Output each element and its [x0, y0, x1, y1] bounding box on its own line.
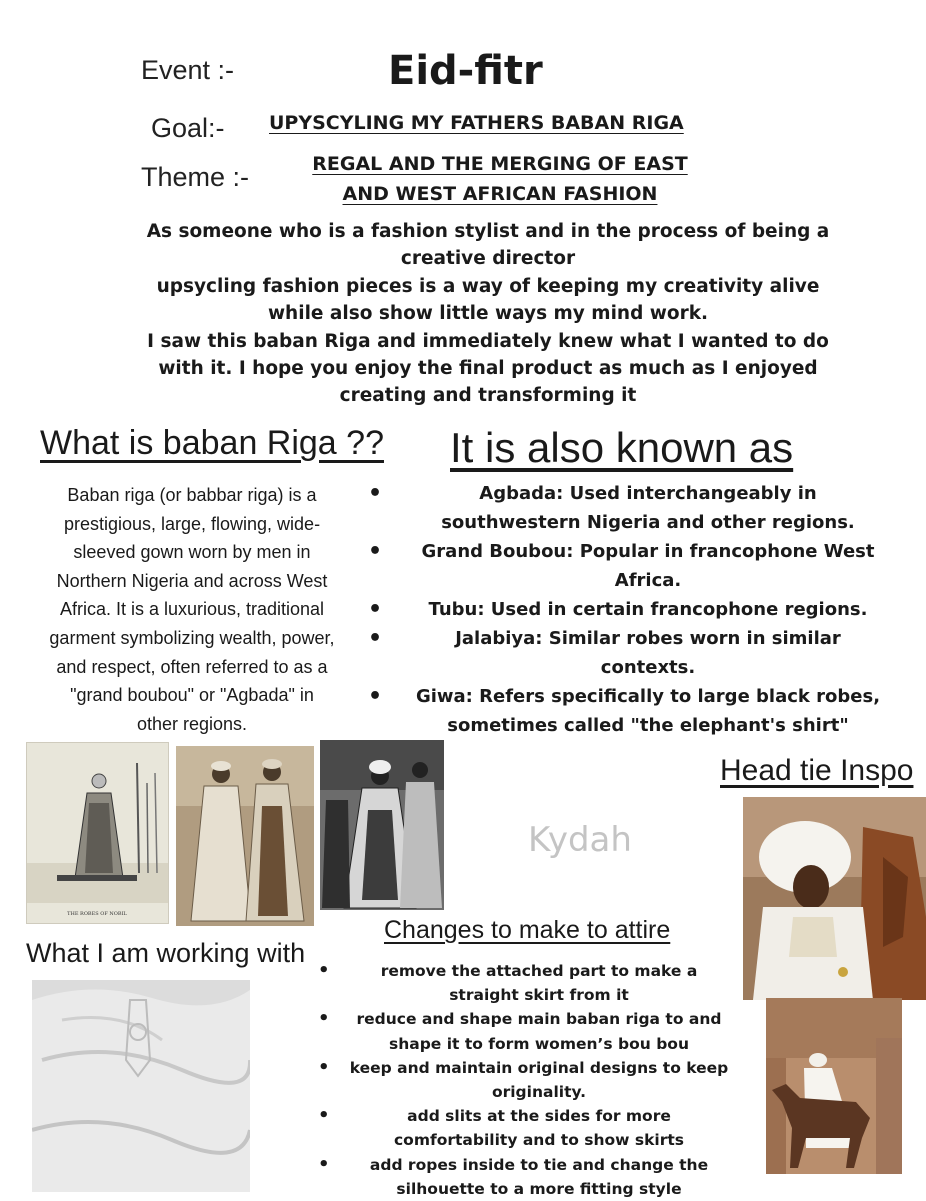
- head-tie-heading: Head tie Inspo: [720, 754, 914, 787]
- also-known-list: [366, 479, 896, 740]
- men-in-robes-illustration: [320, 740, 444, 910]
- theme-line-2: AND WEST AFRICAN FASHION: [342, 183, 658, 205]
- list-item: • Grand Boubou: Popular in francophone West Africa.: [366, 537, 896, 595]
- what-is-description: [12, 481, 372, 738]
- description-line: other regions.: [136, 713, 248, 734]
- description-line: Northern Nigeria and across West: [56, 570, 328, 591]
- historical-photo-1: [26, 742, 169, 924]
- list-item: • reduce and shape main baban riga to and shape it to form women’s bou bou: [318, 1007, 738, 1055]
- description-line: garment symbolizing wealth, power,: [49, 627, 335, 648]
- watermark-text: Kydah: [528, 820, 632, 860]
- historical-photo-2: [176, 746, 314, 926]
- intro-paragraph: [100, 218, 876, 410]
- description-line: sleeved gown worn by men in: [73, 542, 311, 563]
- description-line: Baban riga (or babbar riga) is a: [67, 485, 317, 505]
- intro-line: I saw this baban Riga and immediately knew what I wanted to do: [147, 330, 829, 352]
- description-line: "grand boubou" or "Agbada" in: [70, 685, 314, 706]
- changes-heading: Changes to make to attire: [384, 916, 671, 944]
- list-item: • add ropes inside to tie and change the silhouette to a more fitting style: [318, 1153, 738, 1201]
- goal-label: Goal:-: [151, 113, 225, 143]
- head-tie-photo-2: [766, 998, 902, 1174]
- woman-headtie-horse-illustration: [743, 797, 926, 1000]
- head-tie-photo-1: [743, 797, 926, 1000]
- intro-line: while also show little ways my mind work.: [267, 303, 709, 325]
- what-is-heading: What is baban Riga ??: [40, 424, 384, 462]
- description-line: and respect, often referred to as a: [56, 656, 328, 677]
- list-item: • remove the attached part to make a straight skirt from it: [318, 959, 738, 1007]
- working-with-photo: [32, 980, 250, 1192]
- goal-value: UPYSCYLING MY FATHERS BABAN RIGA: [269, 112, 684, 134]
- changes-list: [318, 959, 738, 1201]
- intro-line: upsycling fashion pieces is a way of keeping my creativity alive: [156, 275, 820, 297]
- two-men-robes-illustration: [176, 746, 314, 926]
- list-item: • add slits at the sides for more comfortability and to show skirts: [318, 1104, 738, 1152]
- list-item: • Jalabiya: Similar robes worn in similar contexts.: [366, 624, 896, 682]
- event-label: Event :-: [141, 55, 235, 85]
- robed-man-illustration: [27, 743, 168, 923]
- description-line: prestigious, large, flowing, wide-: [63, 513, 321, 534]
- description-line: Africa. It is a luxurious, traditional: [59, 599, 325, 620]
- theme-value: [290, 149, 710, 209]
- list-item: • keep and maintain original designs to keep originality.: [318, 1056, 738, 1104]
- working-with-heading: What I am working with: [26, 938, 306, 968]
- rider-on-horse-illustration: [766, 998, 902, 1174]
- theme-label: Theme :-: [141, 162, 250, 192]
- also-known-heading: It is also known as: [450, 424, 794, 471]
- intro-line: with it. I hope you enjoy the final product as much as I enjoyed: [158, 358, 818, 380]
- list-item: • Giwa: Refers specifically to large black robes, sometimes called "the elephant's shirt": [366, 682, 896, 740]
- photo-caption: THE ROBES OF NOBIL: [67, 911, 127, 917]
- historical-photo-3: [320, 740, 444, 910]
- event-value: Eid-fitr: [388, 48, 543, 94]
- list-item: • Agbada: Used interchangeably in southwestern Nigeria and other regions.: [366, 479, 896, 537]
- theme-line-1: REGAL AND THE MERGING OF EAST: [312, 153, 688, 175]
- list-item: • Tubu: Used in certain francophone regions.: [366, 595, 896, 624]
- intro-line: creative director: [400, 248, 576, 270]
- intro-line: creating and transforming it: [339, 385, 637, 407]
- intro-line: As someone who is a fashion stylist and in the process of being a: [146, 221, 830, 242]
- white-garment-illustration: [32, 980, 250, 1192]
